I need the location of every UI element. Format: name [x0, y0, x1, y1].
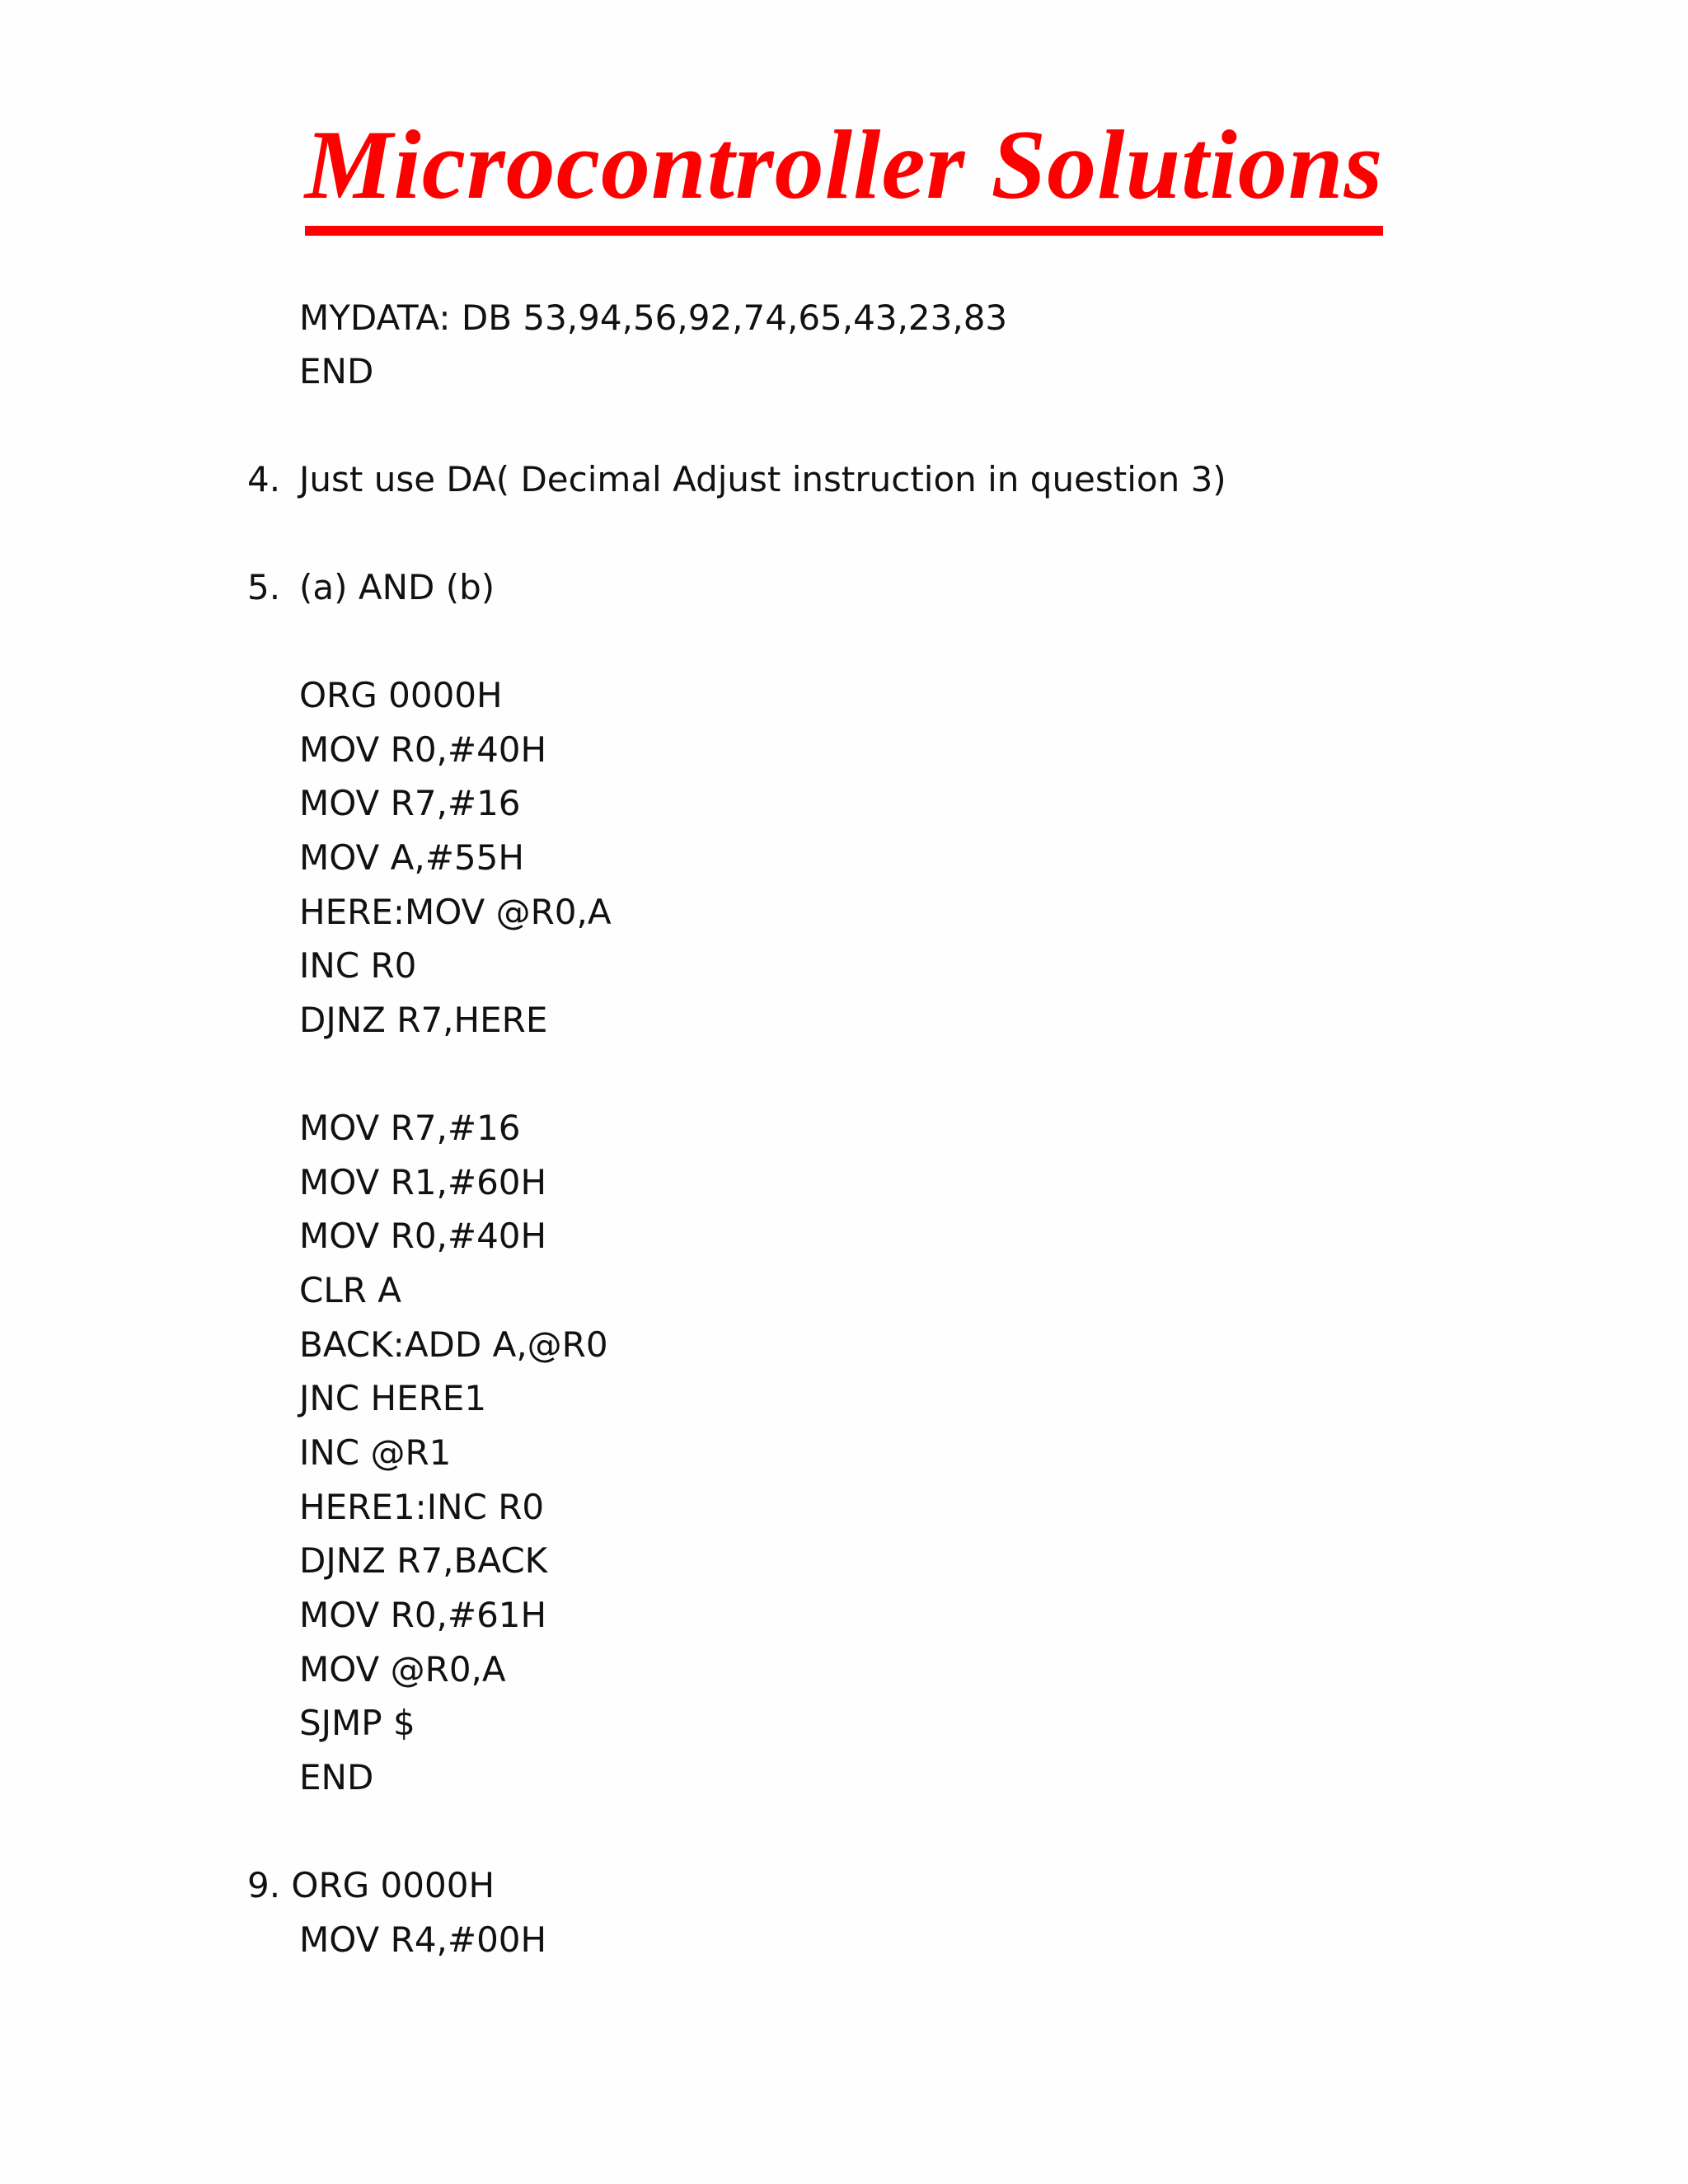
code-line: MOV R1,#60H: [299, 1162, 547, 1202]
code-line: HERE1:INC R0: [299, 1487, 545, 1527]
code-line: BACK:ADD A,@R0: [299, 1324, 608, 1365]
code-line: MYDATA: DB 53,94,56,92,74,65,43,23,83: [299, 298, 1008, 338]
code-line: DJNZ R7,BACK: [299, 1540, 548, 1581]
code-line: MOV R7,#16: [299, 783, 521, 823]
code-line: MOV R0,#40H: [299, 729, 547, 770]
code-line: HERE:MOV @R0,A: [299, 892, 612, 932]
code-line: MOV A,#55H: [299, 837, 524, 878]
code-line: END: [299, 1757, 374, 1797]
question-number: 5.: [247, 567, 281, 607]
code-line: MOV R0,#61H: [299, 1595, 547, 1635]
code-line: ORG 0000H: [299, 675, 503, 715]
code-line: INC @R1: [299, 1432, 452, 1473]
code-line: JNC HERE1: [299, 1378, 487, 1418]
code-line: END: [299, 351, 374, 391]
page-title-text: Microcontroller Solutions: [305, 107, 1384, 236]
code-line: SJMP $: [299, 1703, 415, 1743]
question-number: 4.: [247, 459, 281, 499]
code-line: MOV R7,#16: [299, 1108, 521, 1148]
code-line: CLR A: [299, 1270, 401, 1310]
code-line: MOV R0,#40H: [299, 1216, 547, 1256]
code-line: MOV @R0,A: [299, 1649, 506, 1690]
question-text: Just use DA( Decimal Adjust instruction in question 3): [299, 459, 1226, 499]
question-header: 9. ORG 0000H: [247, 1865, 495, 1905]
page-title: [0, 107, 1688, 236]
question-text: (a) AND (b): [299, 567, 495, 607]
code-line: DJNZ R7,HERE: [299, 1000, 548, 1040]
code-line: MOV R4,#00H: [299, 1919, 547, 1960]
code-line: INC R0: [299, 945, 417, 986]
